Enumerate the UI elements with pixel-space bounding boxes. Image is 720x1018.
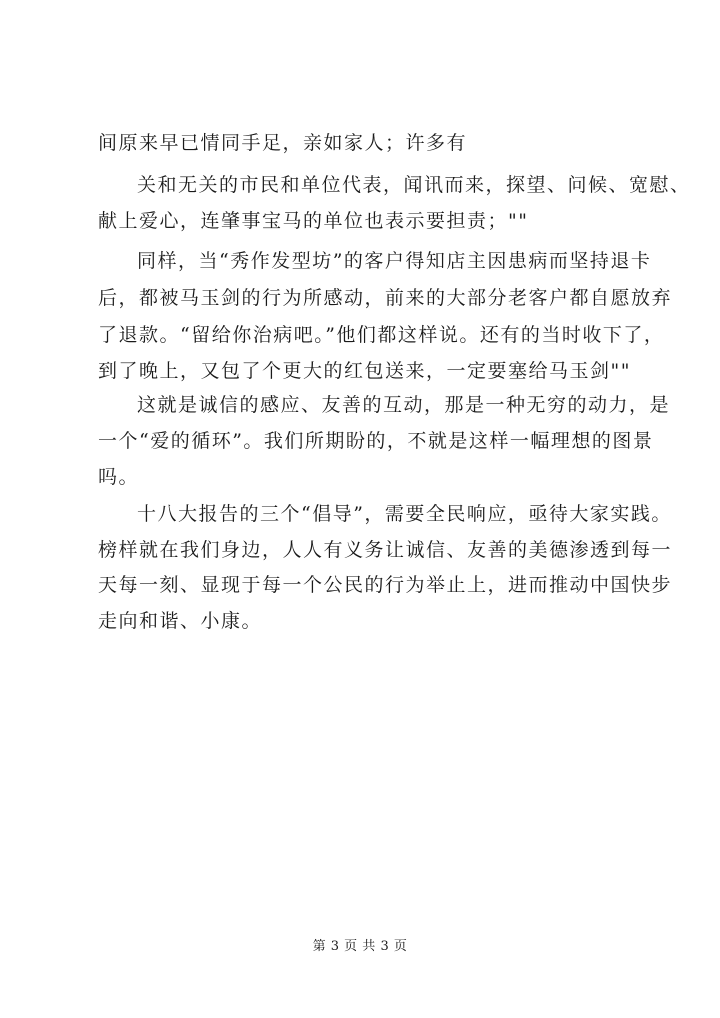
text-line-12: 榜样就在我们身边，人人有义务让诚信、友善的美德渗透到每一 xyxy=(98,539,673,561)
text-line-3: 献上爱心，连肇事宝马的单位也表示要担责；"" xyxy=(98,210,529,232)
text-line-4: 同样，当“秀作发型坊”的客户得知店主因患病而坚持退卡 xyxy=(137,250,652,272)
text-line-9: 一个“爱的循环”。我们所期盼的，不就是这样一幅理想的图景 xyxy=(98,430,654,452)
text-line-7: 到了晚上，又包了个更大的红包送来，一定要塞给马玉剑"" xyxy=(98,360,631,382)
text-line-8: 这就是诚信的感应、友善的互动，那是一种无穷的动力，是 xyxy=(137,394,671,416)
text-line-5: 后，都被马玉剑的行为所感动，前来的大部分老客户都自愿放弃 xyxy=(98,287,673,309)
text-line-6: 了退款。“留给你治病吧。”他们都这样说。还有的当时收下了， xyxy=(98,324,665,346)
text-line-11: 十八大报告的三个“倡导”，需要全民响应，亟待大家实践。 xyxy=(137,503,672,525)
text-line-2: 关和无关的市民和单位代表，闻讯而来，探望、问候、宽慰、 xyxy=(137,174,691,196)
text-line-14: 走向和谐、小康。 xyxy=(98,610,263,632)
text-line-13: 天每一刻、显现于每一个公民的行为举止上，进而推动中国快步 xyxy=(98,574,673,596)
text-line-10: 吗。 xyxy=(98,466,140,488)
page-number-footer: 第 3 页 共 3 页 xyxy=(312,939,408,954)
text-line-1: 间原来早已情同手足，亲如家人；许多有 xyxy=(98,132,468,154)
